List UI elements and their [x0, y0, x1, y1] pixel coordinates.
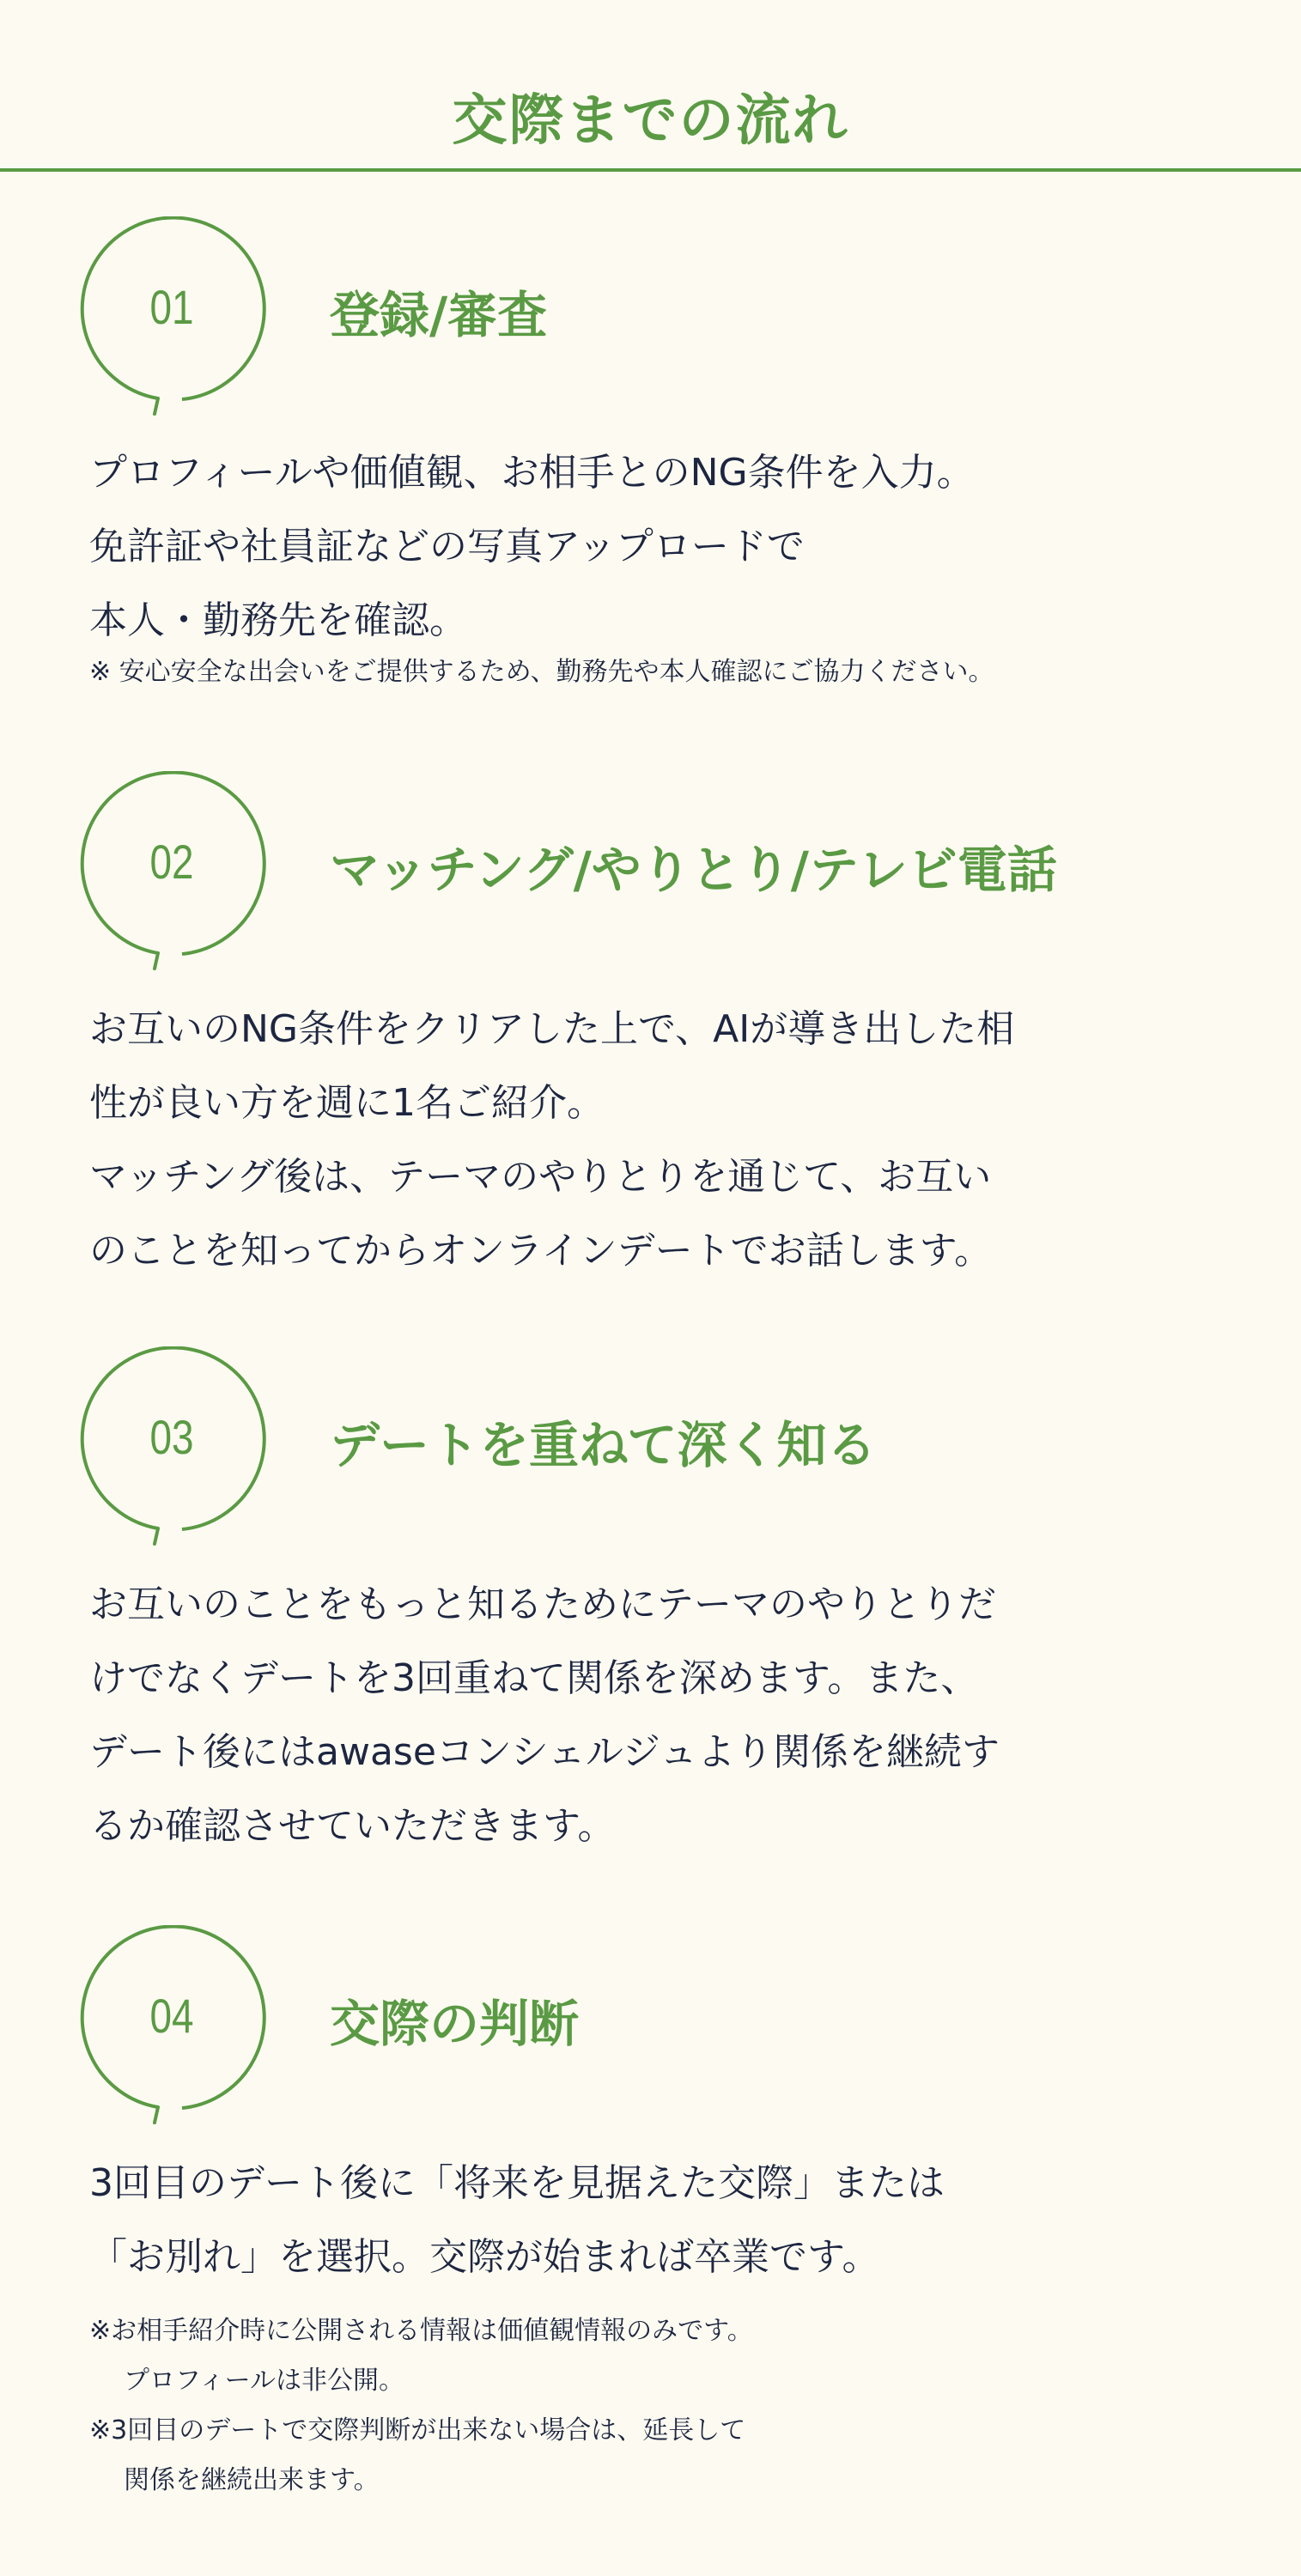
step-badge-04 [77, 1925, 270, 2131]
description-line: けでなくデートを3回重ねて関係を深めます。また、 [89, 1656, 979, 1700]
title-divider [0, 168, 1301, 172]
description-line: 免許証や社員証などの写真アップロードで [89, 525, 805, 568]
description-line: のことを知ってからオンラインデートでお話します。 [89, 1229, 993, 1273]
step-number: 04 [149, 1989, 194, 2043]
description-line: お互いのことをもっと知るためにテーマのやりとりだ [89, 1583, 996, 1626]
step-number: 01 [149, 280, 194, 334]
description-line: 本人・勤務先を確認。 [89, 598, 467, 642]
step-title-04: 交際の判断 [330, 1995, 580, 2053]
step-note-01 [89, 647, 994, 697]
step-badge-02 [77, 771, 270, 977]
step-number: 02 [149, 835, 194, 889]
description-line: お互いのNG条件をクリアした上で、AIが導き出した相 [89, 1007, 1015, 1051]
step-badge-03 [77, 1346, 270, 1552]
description-line: マッチング後は、テーマのやりとりを通じて、お互い [89, 1155, 992, 1199]
description-line: 「お別れ」を選択。交際が始まれば卒業です。 [89, 2235, 880, 2279]
description-line: るか確認させていただきます。 [89, 1804, 616, 1848]
note-line: ※お相手紹介時に公開される情報は価値観情報のみです。 [89, 2316, 753, 2346]
step-description-01 [89, 436, 975, 658]
note-line: ※3回目のデートで交際判断が出来ない場合は、延長して [89, 2415, 746, 2445]
page-title: 交際までの流れ [452, 89, 849, 153]
note-line: プロフィールは非公開。 [124, 2366, 404, 2396]
description-line: デート後にはawaseコンシェルジュより関係を継続す [89, 1730, 1000, 1774]
step-description-02 [89, 993, 1014, 1288]
description-line: 性が良い方を週に1名ご紹介。 [89, 1081, 605, 1125]
note-line: 関係を継続出来ます。 [124, 2465, 380, 2495]
step-description-04 [89, 2147, 945, 2294]
step-title-03: デートを重ねて深く知る [330, 1416, 877, 1474]
step-title-02: マッチング/やりとり/テレビ電話 [330, 841, 1057, 899]
step-badge-01 [77, 216, 270, 422]
description-line: プロフィールや価値観、お相手とのNG条件を入力。 [89, 451, 975, 495]
step-note-04 [89, 2306, 753, 2506]
description-line: 3回目のデート後に「将来を見据えた交際」または [89, 2161, 945, 2205]
note-line: ※ 安心安全な出会いをご提供するため、勤務先や本人確認にご協力ください。 [89, 657, 994, 687]
step-title-01: 登録/審査 [330, 286, 548, 344]
step-description-03 [89, 1568, 1000, 1863]
step-number: 03 [149, 1410, 194, 1464]
